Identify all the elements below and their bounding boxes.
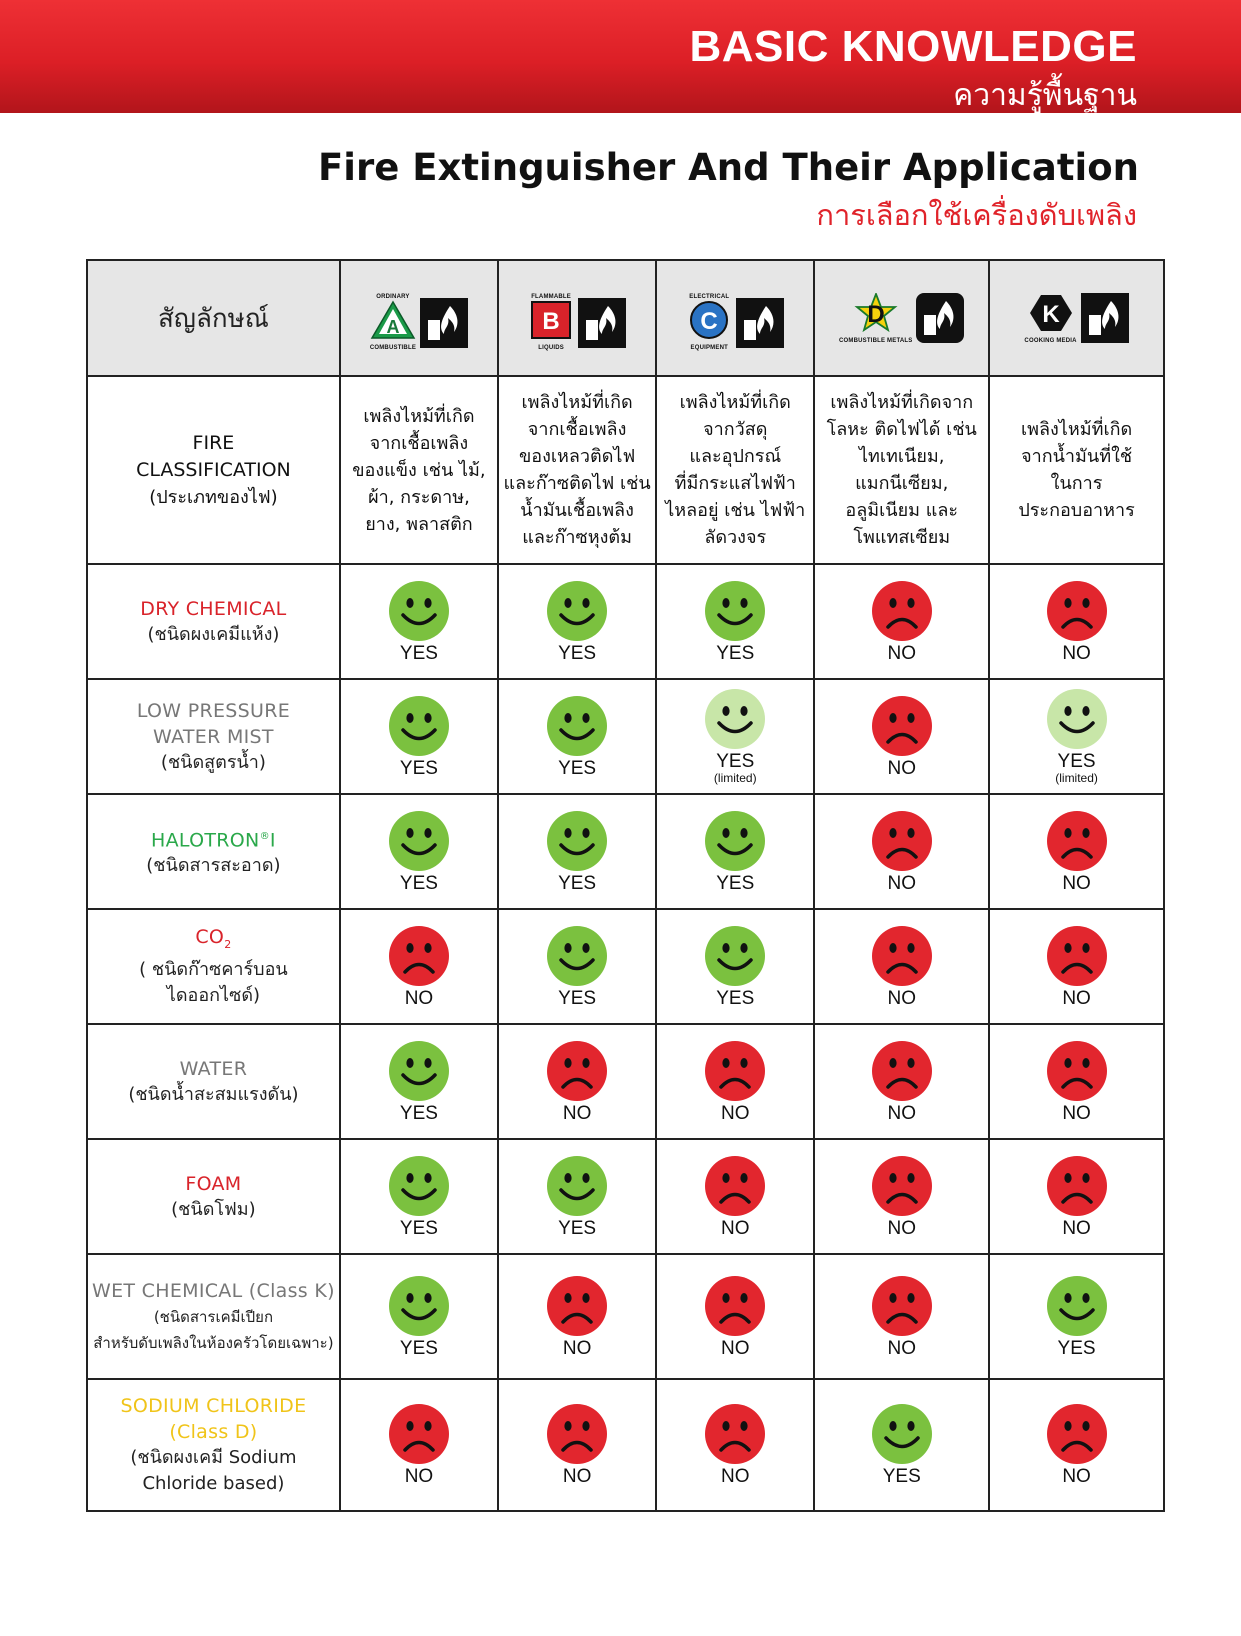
result-cell	[989, 1139, 1164, 1254]
result-cell	[814, 1024, 989, 1139]
result-verdict: NO	[1062, 872, 1091, 894]
agent-row	[87, 679, 1164, 794]
result-verdict: NO	[1062, 642, 1091, 664]
agent-name	[88, 1393, 339, 1445]
result-cell	[814, 564, 989, 679]
result-verdict: YES	[558, 642, 597, 664]
agent-name-text: WET CHEMICAL (Class K)	[92, 1279, 335, 1302]
agent-row	[87, 1024, 1164, 1139]
class-letter: K	[1041, 300, 1060, 328]
smiley-face-icon	[1046, 688, 1108, 750]
sad-face-icon	[388, 1403, 450, 1465]
sad-face-icon	[704, 1155, 766, 1217]
class-badge	[686, 294, 732, 351]
result-verdict: NO	[562, 1102, 592, 1124]
result-verdict: YES	[1057, 751, 1096, 772]
result-cell	[498, 1024, 656, 1139]
class-description-line: และก๊าซหุงต้ม	[522, 527, 632, 548]
agent-name-text: HALOTRON	[151, 829, 260, 852]
result-cell	[989, 1254, 1164, 1379]
class-description-line: ประกอบอาหาร	[1018, 500, 1135, 521]
result-verdict: NO	[1062, 1217, 1091, 1239]
agent-row	[87, 794, 1164, 909]
agent-label-cell	[87, 909, 340, 1024]
class-description-line: และอุปกรณ์	[689, 446, 782, 467]
smiley-face-icon	[388, 1275, 450, 1337]
agent-thai-name: ( ชนิดก๊าซคาร์บอน	[139, 959, 288, 981]
result-cell	[340, 1024, 498, 1139]
class-badge	[1024, 293, 1076, 344]
class-k-badge-icon	[1028, 293, 1074, 333]
result-cell	[989, 1379, 1164, 1511]
result-verdict: NO	[721, 1337, 750, 1359]
class-description-line: โลหะ ติดไฟได้ เช่น	[826, 419, 977, 440]
result-verdict: YES	[399, 1217, 438, 1239]
result-cell	[498, 1139, 656, 1254]
agent-thai-name: (ชนิดน้ำสะสมแรงดัน)	[128, 1083, 299, 1105]
class-k-symbol	[1024, 293, 1128, 344]
class-description-cell	[814, 376, 989, 564]
result-cell	[656, 1139, 814, 1254]
class-description-line: แมกนีเซียม,	[855, 473, 949, 494]
class-description-cell	[656, 376, 814, 564]
class-description-line: ผ้า, กระดาษ,	[368, 486, 470, 508]
classification-label-1: FIRE	[192, 431, 235, 454]
class-letter: D	[867, 300, 885, 328]
class-symbol-cell	[498, 260, 656, 376]
result-cell	[498, 1379, 656, 1511]
result-verdict: NO	[887, 1102, 916, 1124]
result-cell	[340, 1139, 498, 1254]
result-cell	[814, 909, 989, 1024]
fire-pictogram-icon	[736, 298, 784, 348]
result-verdict: NO	[1062, 1102, 1091, 1124]
agent-name	[88, 1171, 339, 1197]
smiley-face-icon	[546, 580, 608, 642]
class-c-badge-icon	[686, 300, 732, 340]
sad-face-icon	[871, 810, 933, 872]
agent-label-cell	[87, 1024, 340, 1139]
class-description-line: ยาง, พลาสติก	[365, 513, 473, 535]
fire-pictogram-icon	[420, 298, 468, 348]
class-description-line: เพลิงไหม้ที่เกิด	[363, 405, 475, 427]
result-verdict: YES	[716, 987, 755, 1009]
result-verdict: YES	[558, 1217, 597, 1239]
result-verdict: NO	[887, 757, 916, 779]
header-banner	[0, 0, 1241, 113]
result-cell	[340, 564, 498, 679]
result-cell	[340, 1379, 498, 1511]
classification-label-thai: (ประเภทของไฟ)	[149, 486, 278, 508]
symbol-label-cell	[87, 260, 340, 376]
class-badge	[839, 293, 913, 344]
agent-label-cell	[87, 679, 340, 794]
result-cell	[498, 679, 656, 794]
agent-name-text: SODIUM CHLORIDE (Class D)	[120, 1395, 307, 1443]
agent-row	[87, 909, 1164, 1024]
class-bottom-label: EQUIPMENT	[690, 345, 728, 351]
banner-subtitle: ความรู้พื้นฐาน	[953, 78, 1137, 113]
class-description-line: อลูมิเนียม และ	[845, 500, 959, 521]
result-cell	[498, 564, 656, 679]
result-note: (limited)	[713, 771, 757, 785]
result-cell	[814, 679, 989, 794]
class-description-line: โพแทสเซียม	[853, 527, 951, 548]
class-d-symbol	[839, 293, 965, 344]
class-description-line: จากเชื้อเพลิง	[369, 432, 469, 454]
agent-name-text: WATER	[179, 1057, 248, 1080]
smiley-face-icon	[546, 1155, 608, 1217]
class-badge	[370, 294, 416, 351]
result-verdict: YES	[399, 642, 438, 664]
agent-thai-name: (ชนิดผงเคมีแห้ง)	[147, 623, 280, 645]
smiley-face-icon	[388, 580, 450, 642]
classification-label-cell	[87, 376, 340, 564]
sad-face-icon	[1046, 1155, 1108, 1217]
class-symbol-cell	[656, 260, 814, 376]
agent-name	[88, 698, 339, 724]
class-description-cell	[340, 376, 498, 564]
smiley-face-icon	[871, 1403, 933, 1465]
agent-thai-name-line-2: ไดออกไซด์)	[166, 985, 261, 1007]
class-letter: B	[542, 308, 560, 335]
sad-face-icon	[871, 695, 933, 757]
result-verdict: YES	[882, 1466, 921, 1487]
agent-thai-name: (ชนิดสารเคมีเปียก	[153, 1307, 274, 1326]
result-cell	[498, 794, 656, 909]
smiley-face-icon	[546, 925, 608, 987]
sad-face-icon	[871, 925, 933, 987]
agent-label-cell	[87, 1379, 340, 1511]
result-cell	[814, 794, 989, 909]
class-a-badge-icon	[370, 300, 416, 340]
agent-name-text: FOAM	[185, 1172, 242, 1195]
result-cell	[340, 909, 498, 1024]
result-verdict: NO	[887, 642, 916, 664]
sad-face-icon	[871, 1040, 933, 1102]
result-verdict: YES	[716, 642, 755, 664]
smiley-face-icon	[1046, 1275, 1108, 1337]
agent-name	[88, 1056, 339, 1082]
result-cell	[498, 1254, 656, 1379]
agent-thai-name: (ชนิดโฟม)	[171, 1198, 256, 1220]
class-bottom-label: COMBUSTIBLE	[369, 345, 417, 351]
agent-thai-name: (ชนิดผงเคมี Sodium	[130, 1447, 297, 1468]
class-top-label: ELECTRICAL	[689, 294, 730, 300]
result-verdict: YES	[558, 757, 597, 779]
result-cell	[656, 909, 814, 1024]
result-verdict: YES	[558, 987, 597, 1009]
class-description-cell	[498, 376, 656, 564]
result-verdict: NO	[721, 1102, 750, 1124]
result-cell	[814, 1139, 989, 1254]
result-note: (limited)	[1055, 771, 1098, 785]
class-description-line: จากน้ำมันที่ใช้	[1021, 446, 1133, 467]
result-cell	[498, 909, 656, 1024]
class-description-line: จากเชื้อเพลิง	[527, 419, 627, 440]
class-description-line: เพลิงไหม้ที่เกิด	[521, 392, 633, 413]
result-verdict: YES	[716, 751, 755, 772]
agent-row	[87, 1139, 1164, 1254]
agent-thai-name-line-2: สำหรับดับเพลิงในห้องครัวโดยเฉพาะ)	[93, 1333, 334, 1352]
agent-row	[87, 1254, 1164, 1379]
agent-name-suffix: I	[269, 829, 276, 852]
class-d-badge-icon	[853, 293, 899, 333]
result-cell	[656, 794, 814, 909]
result-verdict: NO	[887, 1337, 916, 1359]
class-description-line: ที่มีกระแสไฟฟ้า	[674, 473, 796, 494]
result-cell	[656, 1024, 814, 1139]
result-verdict: NO	[1062, 1466, 1091, 1487]
class-letter: C	[700, 308, 718, 335]
result-verdict: YES	[399, 1102, 438, 1124]
extinguisher-table	[86, 259, 1165, 1512]
result-verdict: YES	[558, 872, 597, 894]
smiley-face-icon	[546, 810, 608, 872]
fire-pictogram-icon	[1081, 293, 1129, 343]
agent-name	[88, 924, 339, 958]
class-letter: A	[386, 317, 400, 337]
class-bottom-label: LIQUIDS	[538, 345, 564, 351]
class-description-line: และก๊าซติดไฟ เช่น	[503, 473, 651, 494]
agent-thai-name: (ชนิดสูตรน้ำ)	[160, 751, 266, 773]
result-verdict: NO	[404, 987, 434, 1009]
agent-name-line-2: WATER MIST	[153, 725, 274, 748]
sad-face-icon	[704, 1403, 766, 1465]
sad-face-icon	[1046, 1040, 1108, 1102]
agent-label-cell	[87, 564, 340, 679]
sad-face-icon	[546, 1403, 608, 1465]
fire-pictogram-icon	[916, 293, 964, 343]
class-description-line: ไหลอยู่ เช่น ไฟฟ้า	[665, 500, 806, 521]
sad-face-icon	[546, 1275, 608, 1337]
result-cell	[989, 679, 1164, 794]
result-cell	[656, 679, 814, 794]
sad-face-icon	[704, 1040, 766, 1102]
agent-name	[88, 596, 339, 622]
sad-face-icon	[871, 1155, 933, 1217]
result-verdict: NO	[404, 1466, 434, 1487]
class-description-line: ลัดวงจร	[704, 527, 767, 548]
result-verdict: YES	[1057, 1337, 1096, 1359]
class-symbol-cell	[814, 260, 989, 376]
class-description-line: ไทเทเนียม,	[858, 446, 945, 467]
sad-face-icon	[1046, 810, 1108, 872]
result-cell	[340, 794, 498, 909]
smiley-face-icon	[704, 688, 766, 750]
class-top-label: FLAMMABLE	[531, 294, 571, 300]
banner-title: BASIC KNOWLEDGE	[689, 22, 1137, 71]
agent-label-cell	[87, 1139, 340, 1254]
agent-name-text: DRY CHEMICAL	[140, 597, 287, 620]
result-cell	[989, 794, 1164, 909]
sad-face-icon	[1046, 925, 1108, 987]
smiley-face-icon	[388, 810, 450, 872]
smiley-face-icon	[388, 1155, 450, 1217]
result-cell	[340, 1254, 498, 1379]
symbol-row	[87, 260, 1164, 376]
result-cell	[656, 1254, 814, 1379]
result-verdict: NO	[721, 1466, 750, 1487]
result-verdict: NO	[887, 987, 916, 1009]
sad-face-icon	[871, 580, 933, 642]
sad-face-icon	[1046, 580, 1108, 642]
class-description-line: เพลิงไหม้ที่เกิด	[1020, 419, 1133, 440]
class-description-line: เพลิงไหม้ที่เกิดจาก	[830, 392, 974, 413]
class-b-badge-icon	[528, 300, 574, 340]
result-verdict: NO	[721, 1217, 750, 1239]
class-top-label: ORDINARY	[376, 294, 410, 300]
class-description-line: ของเหลวติดไฟ	[518, 446, 636, 467]
agent-name	[88, 824, 339, 853]
sad-face-icon	[546, 1040, 608, 1102]
result-verdict: YES	[399, 1337, 438, 1359]
class-c-symbol	[686, 294, 784, 351]
agent-row	[87, 1379, 1164, 1511]
page-heading: Fire Extinguisher And Their Application	[318, 146, 1139, 189]
result-verdict: YES	[399, 757, 438, 779]
result-cell	[340, 679, 498, 794]
result-cell	[989, 564, 1164, 679]
smiley-face-icon	[704, 810, 766, 872]
class-bottom-label: COMBUSTIBLE METALS	[838, 337, 913, 344]
smiley-face-icon	[388, 1040, 450, 1102]
smiley-face-icon	[546, 695, 608, 757]
agent-name-superscript: ®	[259, 830, 270, 842]
class-b-symbol	[528, 294, 626, 351]
result-cell	[814, 1379, 989, 1511]
agent-label-cell	[87, 1254, 340, 1379]
sad-face-icon	[704, 1275, 766, 1337]
result-cell	[656, 1379, 814, 1511]
result-verdict: NO	[562, 1337, 592, 1359]
class-a-symbol	[370, 294, 468, 351]
smiley-face-icon	[388, 695, 450, 757]
class-symbol-cell	[989, 260, 1164, 376]
sad-face-icon	[871, 1275, 933, 1337]
sad-face-icon	[388, 925, 450, 987]
agent-name-text: LOW PRESSURE	[136, 699, 291, 722]
result-verdict: NO	[887, 872, 916, 894]
class-description-line: น้ำมันเชื้อเพลิง	[520, 500, 634, 521]
class-description-line: ของแข็ง เช่น ไม้,	[352, 459, 486, 481]
agent-name-subscript: 2	[224, 937, 232, 951]
smiley-face-icon	[704, 580, 766, 642]
classification-row	[87, 376, 1164, 564]
classification-label-2: CLASSIFICATION	[136, 458, 291, 481]
agent-name-text: CO	[195, 925, 225, 948]
class-description-line: ในการ	[1050, 473, 1103, 494]
smiley-face-icon	[704, 925, 766, 987]
result-cell	[989, 1024, 1164, 1139]
agent-name	[88, 1278, 339, 1304]
result-cell	[814, 1254, 989, 1379]
sad-face-icon	[1046, 1403, 1108, 1465]
class-bottom-label: COOKING MEDIA	[1024, 337, 1077, 344]
result-cell	[656, 564, 814, 679]
agent-label-cell	[87, 794, 340, 909]
class-symbol-cell	[340, 260, 498, 376]
page-subheading: การเลือกใช้เครื่องดับเพลิง	[816, 198, 1137, 232]
class-description-line: จากวัสดุ	[703, 419, 768, 440]
result-verdict: YES	[399, 872, 438, 894]
class-description-line: เพลิงไหม้ที่เกิด	[679, 392, 791, 413]
class-badge	[528, 294, 574, 351]
result-cell	[989, 909, 1164, 1024]
agent-thai-name-line-2: Chloride based)	[142, 1473, 285, 1494]
class-description-cell	[989, 376, 1164, 564]
agent-thai-name: (ชนิดสารสะอาด)	[146, 855, 281, 877]
result-verdict: NO	[887, 1217, 916, 1239]
fire-pictogram-icon	[578, 298, 626, 348]
symbol-label: สัญลักษณ์	[157, 303, 269, 334]
result-verdict: NO	[562, 1466, 592, 1487]
result-verdict: YES	[716, 872, 755, 894]
result-verdict: NO	[1062, 987, 1091, 1009]
agent-row	[87, 564, 1164, 679]
